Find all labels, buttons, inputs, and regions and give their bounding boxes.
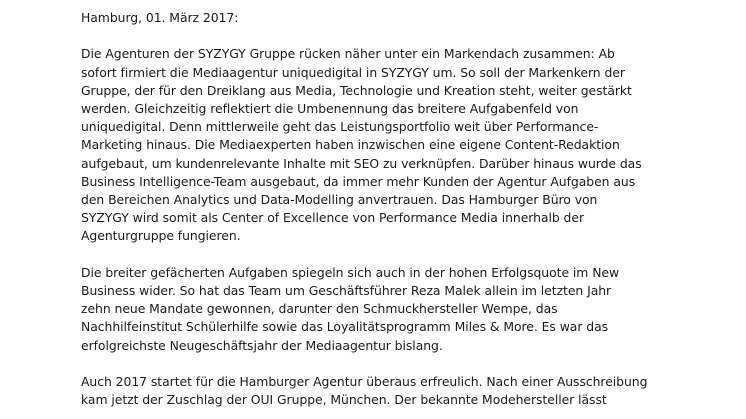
paragraph-spacer: [81, 27, 661, 45]
paragraph-spacer: [81, 355, 661, 373]
paragraph-spacer: [81, 246, 661, 264]
text-line: Die Agenturen der SYZYGY Gruppe rücken näher unter ein Markendach zusammen: Ab: [81, 46, 615, 62]
text-line: uniquedigital. Denn mittlerweile geht das Leistungsportfolio weit über Performance-: [81, 119, 599, 135]
text-line: Nachhilfeinstitut Schülerhilfe sowie das Loyalitätsprogramm Miles & More. Es war das: [81, 319, 609, 335]
text-line: erfolgreichste Neugeschäftsjahr der Mediaagentur bislang.: [81, 337, 443, 353]
text-line: kam jetzt der Zuschlag der OUI Gruppe, München. Der bekannte Modehersteller lässt: [81, 392, 607, 408]
text-line: zehn neue Mandate gewonnen, darunter den Schmuckhersteller Wempe, das: [81, 301, 558, 317]
dateline: Hamburg, 01. März 2017:: [81, 10, 239, 25]
text-line: werden. Gleichzeitig reflektiert die Umbenennung das breitere Aufgabenfeld von: [81, 101, 579, 116]
text-line: den Bereichen Analytics und Data-Modelling anvertrauen. Das Hamburger Büro von: [81, 192, 598, 208]
text-line: Die breiter gefächerten Aufgaben spiegeln sich auch in der hohen Erfolgsquote im New: [81, 264, 620, 280]
press-release-document: [81, 9, 661, 409]
text-line: Auch 2017 startet für die Hamburger Agentur überaus erfreulich. Nach einer Ausschreibung: [81, 374, 648, 390]
paragraph-3: [81, 373, 661, 409]
text-line: Marketing hinaus. Die Mediaexperten haben inzwischen eine eigene Content-Redaktion: [81, 137, 620, 153]
paragraph-2: [81, 264, 661, 355]
text-line: Gruppe, der für den Dreiklang aus Media, Technologie und Kreation steht, weiter gestärkt: [81, 82, 632, 98]
text-line: Business wider. So hat das Team um Geschäftsführer Reza Malek allein im letzten Jahr: [81, 283, 612, 299]
text-line: aufgebaut, um kundenrelevante Inhalte mit SEO zu verknüpfen. Darüber hinaus wurde das: [81, 155, 642, 171]
paragraph-1: [81, 45, 661, 245]
text-line: Agenturgruppe fungieren.: [81, 228, 241, 244]
text-line: Business Intelligence-Team ausgebaut, da immer mehr Kunden der Agentur Aufgaben aus: [81, 173, 636, 189]
text-line: sofort firmiert die Mediaagentur uniquedigital in SYZYGY um. So soll der Markenkern der: [81, 64, 625, 80]
text-line: SYZYGY wird somit als Center of Excellence von Performance Media innerhalb der: [81, 210, 584, 226]
